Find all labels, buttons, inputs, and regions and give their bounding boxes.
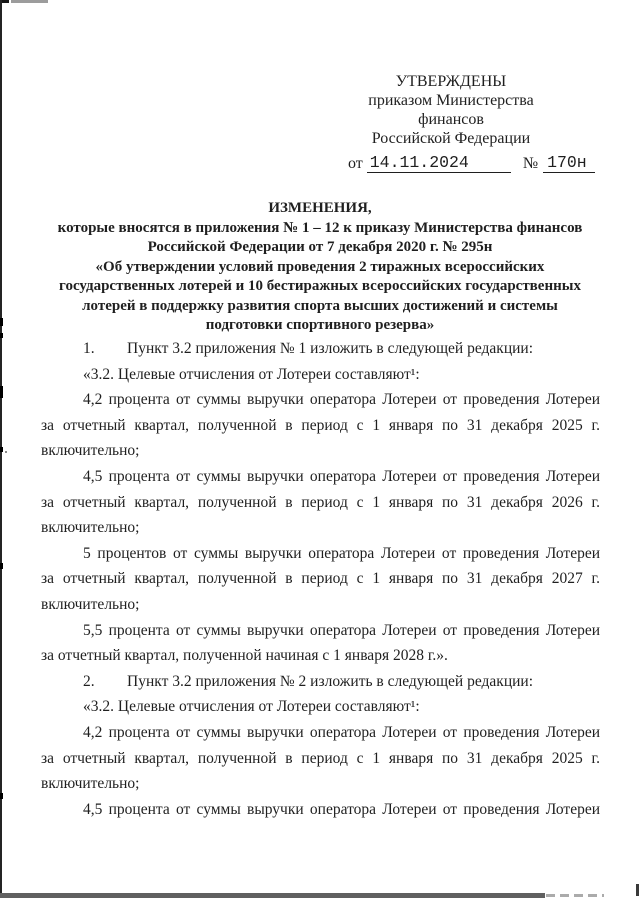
- scan-speck: [0, 563, 3, 569]
- paragraph-line: включительно;: [41, 775, 140, 793]
- paragraph-line: за отчетный квартал, полученной начиная с 1 января 2028 г.».: [41, 647, 448, 665]
- paragraph-rate-2027: [41, 541, 600, 618]
- number-sign: №: [522, 155, 539, 172]
- paragraph-rate-2025-appendix2: [41, 720, 600, 797]
- paragraph-line: за отчетный квартал, полученной в период с 1 января по 31 декабря 2025 г.: [41, 749, 600, 767]
- paragraph-item-1: [41, 336, 600, 362]
- title-line: лотерей в поддержку развития спорта высших достижений и системы: [82, 297, 558, 314]
- paragraph-line: за отчетный квартал, полученной в период с 1 января по 31 декабря 2026 г.: [41, 493, 600, 511]
- document-title: [20, 199, 620, 336]
- approval-date-number-line: [348, 154, 604, 173]
- document-body: [41, 336, 600, 822]
- paragraph-line: включительно;: [41, 595, 140, 613]
- scan-artifact-bottom-dashes: [546, 894, 604, 897]
- scan-speck: [5, 451, 7, 453]
- title-line: Российской Федерации от 7 декабря 2020 г. № 295н: [147, 239, 493, 255]
- item-text: Пункт 3.2 приложения № 1 изложить в следующей редакции:: [127, 340, 534, 357]
- paragraph-line: за отчетный квартал, полученной в период с 1 января по 31 декабря 2027 г.: [41, 570, 600, 588]
- paragraph-line: «3.2. Целевые отчисления от Лотереи составляют¹:: [83, 698, 420, 716]
- paragraph-rate-2028: [41, 618, 600, 669]
- approval-stamp: [338, 72, 604, 173]
- scan-speck: [0, 447, 3, 452]
- approval-authority-line2: Российской Федерации: [371, 130, 531, 147]
- item-number: 2.: [83, 672, 95, 690]
- item-text: Пункт 3.2 приложения № 2 изложить в следующей редакции:: [127, 672, 534, 690]
- scan-artifact-top-mark: [11, 0, 48, 3]
- paragraph-line: 5 процентов от суммы выручки оператора Лотереи от проведения Лотереи: [83, 544, 600, 562]
- order-number-value: 170н: [543, 154, 595, 173]
- paragraph-item-2: [41, 669, 600, 695]
- paragraph-line: за отчетный квартал, полученной в период с 1 января по 31 декабря 2025 г.: [41, 416, 600, 434]
- title-line: «Об утверждении условий проведения 2 тиражных всероссийских: [95, 258, 545, 275]
- date-prefix-label: от: [348, 155, 363, 172]
- title-line: государственных лотерей и 10 бестиражных всероссийских государственных: [59, 278, 581, 294]
- approval-word: УТВЕРЖДЕНЫ: [395, 73, 507, 90]
- paragraph-line: 4,2 процента от суммы выручки оператора Лотереи от проведения Лотереи: [83, 391, 600, 409]
- paragraph-line: 4,5 процента от суммы выручки оператора Лотереи от проведения Лотереи: [83, 467, 600, 485]
- title-line: подготовки спортивного резерва»: [205, 317, 435, 333]
- scan-speck: [0, 793, 3, 799]
- paragraph-line: включительно;: [41, 519, 140, 537]
- paragraph-quote-open-2: [41, 694, 600, 720]
- scan-artifact-bottom-bar: [0, 893, 545, 898]
- paragraph-line: 5,5 процента от суммы выручки оператора Лотереи от проведения Лотереи: [83, 621, 600, 639]
- paragraph-quote-open: [41, 362, 600, 388]
- scan-speck: [0, 318, 3, 326]
- paragraph-line: «3.2. Целевые отчисления от Лотереи составляют¹:: [83, 365, 420, 383]
- scan-artifact-corner-tick: [636, 884, 639, 896]
- approval-authority-line1: приказом Министерства финансов: [368, 92, 534, 128]
- paragraph-line: 4,5 процента от суммы выручки оператора Лотереи от проведения Лотереи: [83, 800, 600, 818]
- paragraph-rate-2026: [41, 464, 600, 541]
- paragraph-line: 4,2 процента от суммы выручки оператора Лотереи от проведения Лотереи: [83, 723, 600, 741]
- paragraph-rate-2025: [41, 387, 600, 464]
- title-line: ИЗМЕНЕНИЯ,: [268, 200, 372, 216]
- item-number: 1.: [83, 340, 95, 357]
- scan-speck: [0, 333, 3, 338]
- paragraph-rate-2026-appendix2-cutoff: [41, 797, 600, 823]
- approval-date-value: 14.11.2024: [367, 154, 511, 173]
- paragraph-line: включительно;: [41, 442, 140, 460]
- title-line: которые вносятся в приложения № 1 – 12 к приказу Министерства финансов: [57, 219, 583, 236]
- scan-speck: [0, 386, 3, 398]
